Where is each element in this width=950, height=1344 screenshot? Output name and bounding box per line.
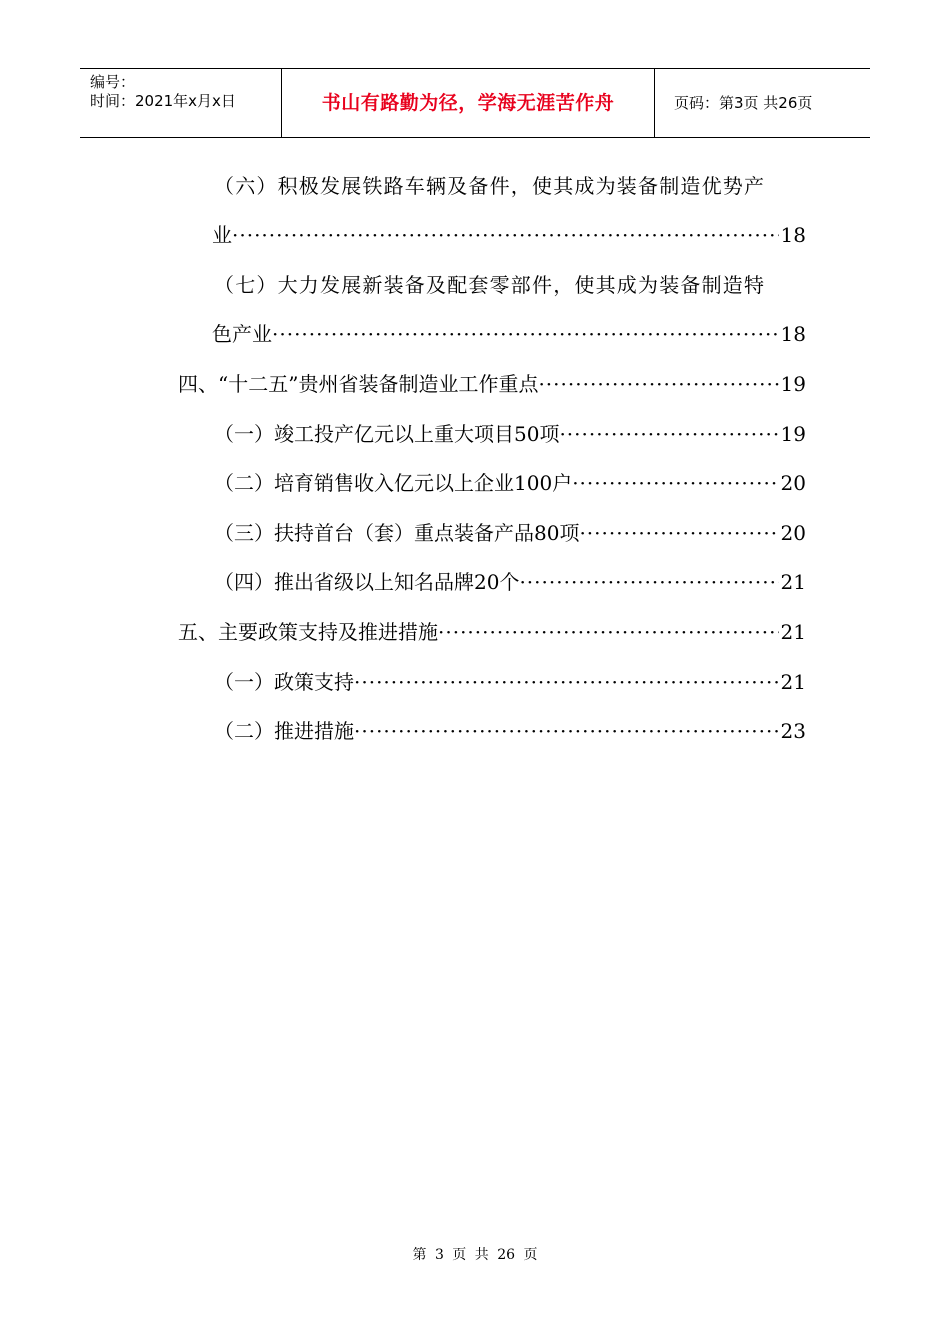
toc-entry-page: 21 xyxy=(780,670,806,694)
toc-entry-page: 19 xyxy=(780,422,806,446)
toc-leader-dots xyxy=(559,420,778,448)
toc-entry-title: （一）竣工投产亿元以上重大项目50项 xyxy=(214,422,560,446)
toc-entry-section-5[interactable] xyxy=(178,618,806,646)
toc-leader-dots xyxy=(572,469,778,497)
toc-entry-page: 23 xyxy=(780,719,806,743)
toc-entry-7-line1: （七）大力发展新装备及配套零部件，使其成为装备制造特 xyxy=(214,273,766,297)
toc-entry-title: （二）推进措施 xyxy=(214,719,354,743)
header-page-info xyxy=(664,69,870,137)
header-meta-cell xyxy=(80,69,282,137)
toc-entry-title: （一）政策支持 xyxy=(214,670,354,694)
toc-entry-title: （四）推出省级以上知名品牌20个 xyxy=(214,570,520,594)
toc-entry-5-2[interactable] xyxy=(214,717,806,745)
toc-entry-4-2[interactable] xyxy=(214,469,806,497)
toc-entry-6-title-end: 业 xyxy=(212,223,232,247)
toc-entry-page: 20 xyxy=(780,471,806,495)
toc-entry-7-title-end: 色产业 xyxy=(212,322,272,346)
toc-entry-section-4[interactable] xyxy=(178,370,806,398)
toc-leader-dots xyxy=(232,221,779,249)
toc-entry-7-page: 18 xyxy=(780,322,806,346)
toc-leader-dots xyxy=(272,320,779,348)
toc-entry-title: 四、“十二五”贵州省装备制造业工作重点 xyxy=(178,372,539,396)
toc-entry-5-1[interactable] xyxy=(214,668,806,696)
header-page-info-text: 页码：第3页 共26页 xyxy=(674,94,813,112)
toc-leader-dots xyxy=(438,618,779,646)
toc-entry-page: 21 xyxy=(780,570,806,594)
toc-entry-4-1[interactable] xyxy=(214,420,806,448)
document-time-label: 时间：2021年x月x日 xyxy=(90,92,236,110)
toc-entry-4-4[interactable] xyxy=(214,568,806,596)
toc-entry-page: 21 xyxy=(780,620,806,644)
toc-leader-dots xyxy=(538,370,778,398)
toc-entry-6-line2[interactable] xyxy=(212,221,806,249)
toc-entry-page: 20 xyxy=(780,521,806,545)
page-footer: 第 3 页 共 26 页 xyxy=(412,1247,538,1263)
header-motto: 书山有路勤为径，学海无涯苦作舟 xyxy=(282,69,655,137)
toc-entry-title: 五、主要政策支持及推进措施 xyxy=(178,620,438,644)
toc-leader-dots xyxy=(579,519,778,547)
toc-leader-dots xyxy=(354,668,779,696)
toc-entry-6-page: 18 xyxy=(780,223,806,247)
toc-entry-title: （二）培育销售收入亿元以上企业100户 xyxy=(214,471,573,495)
document-number-label: 编号： xyxy=(90,73,136,91)
toc-leader-dots xyxy=(519,568,778,596)
toc-entry-7-line2[interactable] xyxy=(212,320,806,348)
toc-entry-title: （三）扶持首台（套）重点装备产品80项 xyxy=(214,521,580,545)
toc-entry-4-3[interactable] xyxy=(214,519,806,547)
toc-entry-6-line1: （六）积极发展铁路车辆及备件，使其成为装备制造优势产 xyxy=(214,174,766,198)
toc-entry-page: 19 xyxy=(780,372,806,396)
toc-leader-dots xyxy=(354,717,779,745)
page-header xyxy=(80,68,870,138)
